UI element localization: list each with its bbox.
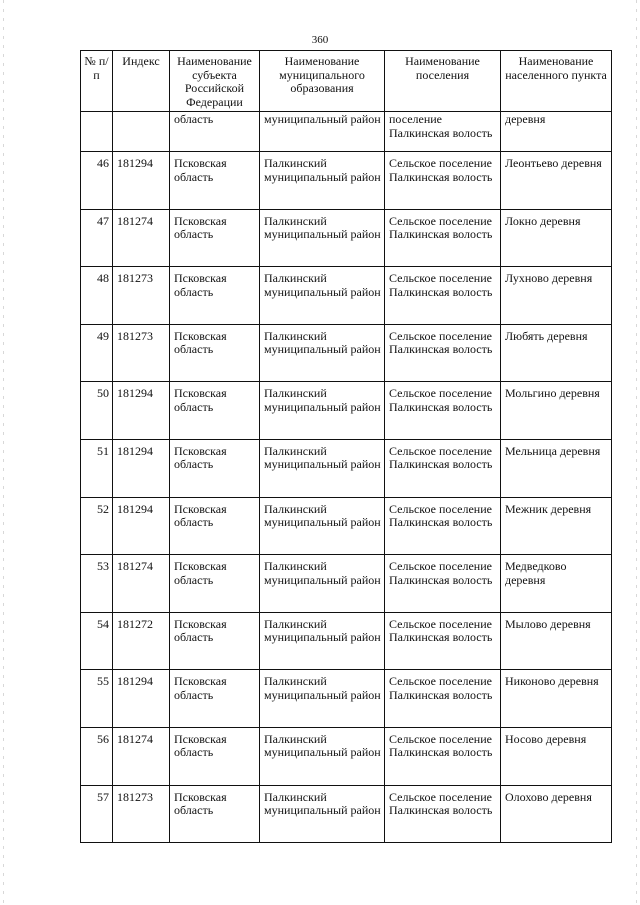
cell-municipality: Палкинский муниципальный район (260, 497, 385, 555)
cell-settlement: Сельское поселение Палкинская волость (385, 727, 501, 785)
cell-index: 181274 (113, 209, 170, 267)
cell-municipality: Палкинский муниципальный район (260, 555, 385, 613)
cell-number: 51 (81, 439, 113, 497)
cell-number: 57 (81, 785, 113, 843)
cell-settlement: Сельское поселение Палкинская волость (385, 324, 501, 382)
cell-municipality: Палкинский муниципальный район (260, 382, 385, 440)
cell-index: 181273 (113, 324, 170, 382)
header-locality: Наименование населенного пункта (501, 51, 612, 112)
table-row (81, 670, 612, 728)
cell-index: 181273 (113, 267, 170, 325)
cell-locality: Любять деревня (501, 324, 612, 382)
cell-settlement: Сельское поселение Палкинская волость (385, 382, 501, 440)
cell-locality: Лухново деревня (501, 267, 612, 325)
cell-number (81, 112, 113, 152)
cell-locality: Мылово деревня (501, 612, 612, 670)
cell-number: 55 (81, 670, 113, 728)
cell-subject: Псковская область (170, 267, 260, 325)
cell-locality: Носово деревня (501, 727, 612, 785)
cell-settlement: Сельское поселение Палкинская волость (385, 785, 501, 843)
cell-subject: Псковская область (170, 324, 260, 382)
cell-number: 54 (81, 612, 113, 670)
cell-municipality: Палкинский муниципальный район (260, 727, 385, 785)
cell-number: 47 (81, 209, 113, 267)
cell-index: 181294 (113, 382, 170, 440)
cell-settlement: поселение Палкинская волость (385, 112, 501, 152)
cell-number: 56 (81, 727, 113, 785)
cell-locality: Межник деревня (501, 497, 612, 555)
cell-index (113, 112, 170, 152)
cell-municipality: Палкинский муниципальный район (260, 209, 385, 267)
table-row (81, 727, 612, 785)
cell-locality: Мольгино деревня (501, 382, 612, 440)
scan-edge-left (3, 0, 4, 905)
table-row-continuation (81, 112, 612, 152)
table-row (81, 612, 612, 670)
cell-index: 181272 (113, 612, 170, 670)
cell-index: 181294 (113, 497, 170, 555)
header-settlement: Наименование поселения (385, 51, 501, 112)
cell-settlement: Сельское поселение Палкинская волость (385, 209, 501, 267)
cell-settlement: Сельское поселение Палкинская волость (385, 612, 501, 670)
cell-locality: Мельница деревня (501, 439, 612, 497)
cell-number: 46 (81, 152, 113, 210)
cell-settlement: Сельское поселение Палкинская волость (385, 152, 501, 210)
table-row (81, 497, 612, 555)
cell-settlement: Сельское поселение Палкинская волость (385, 670, 501, 728)
cell-municipality: Палкинский муниципальный район (260, 612, 385, 670)
cell-subject: область (170, 112, 260, 152)
scan-edge-right (636, 0, 637, 905)
cell-subject: Псковская область (170, 152, 260, 210)
cell-settlement: Сельское поселение Палкинская волость (385, 555, 501, 613)
cell-index: 181294 (113, 670, 170, 728)
settlements-table (80, 50, 612, 843)
table-row (81, 152, 612, 210)
cell-subject: Псковская область (170, 612, 260, 670)
cell-municipality: Палкинский муниципальный район (260, 267, 385, 325)
cell-subject: Псковская область (170, 555, 260, 613)
header-number: № п/п (81, 51, 113, 112)
cell-locality: деревня (501, 112, 612, 152)
cell-municipality: Палкинский муниципальный район (260, 324, 385, 382)
cell-subject: Псковская область (170, 497, 260, 555)
cell-subject: Псковская область (170, 439, 260, 497)
cell-locality: Локно деревня (501, 209, 612, 267)
cell-subject: Псковская область (170, 209, 260, 267)
cell-municipality: Палкинский муниципальный район (260, 670, 385, 728)
table-row (81, 382, 612, 440)
cell-number: 52 (81, 497, 113, 555)
table-row (81, 267, 612, 325)
cell-settlement: Сельское поселение Палкинская волость (385, 497, 501, 555)
table-header-row (81, 51, 612, 112)
cell-municipality: Палкинский муниципальный район (260, 785, 385, 843)
cell-subject: Псковская область (170, 727, 260, 785)
header-municipality: Наименование муниципального образования (260, 51, 385, 112)
cell-subject: Псковская область (170, 382, 260, 440)
page-number: 360 (311, 34, 329, 46)
cell-municipality: Палкинский муниципальный район (260, 439, 385, 497)
header-subject: Наименование субъекта Российской Федерации (170, 51, 260, 112)
cell-number: 49 (81, 324, 113, 382)
header-index: Индекс (113, 51, 170, 112)
cell-number: 48 (81, 267, 113, 325)
cell-index: 181294 (113, 152, 170, 210)
cell-subject: Псковская область (170, 670, 260, 728)
cell-municipality: Палкинский муниципальный район (260, 152, 385, 210)
cell-locality: Медведково деревня (501, 555, 612, 613)
table-row (81, 785, 612, 843)
cell-number: 53 (81, 555, 113, 613)
table-row (81, 439, 612, 497)
cell-index: 181294 (113, 439, 170, 497)
cell-locality: Леонтьево деревня (501, 152, 612, 210)
cell-number: 50 (81, 382, 113, 440)
cell-index: 181273 (113, 785, 170, 843)
table-row (81, 209, 612, 267)
table-row (81, 555, 612, 613)
cell-locality: Никоново деревня (501, 670, 612, 728)
cell-index: 181274 (113, 555, 170, 613)
cell-locality: Олохово деревня (501, 785, 612, 843)
table-row (81, 324, 612, 382)
cell-subject: Псковская область (170, 785, 260, 843)
cell-index: 181274 (113, 727, 170, 785)
table-body (81, 112, 612, 843)
cell-municipality: муниципальный район (260, 112, 385, 152)
cell-settlement: Сельское поселение Палкинская волость (385, 267, 501, 325)
cell-settlement: Сельское поселение Палкинская волость (385, 439, 501, 497)
